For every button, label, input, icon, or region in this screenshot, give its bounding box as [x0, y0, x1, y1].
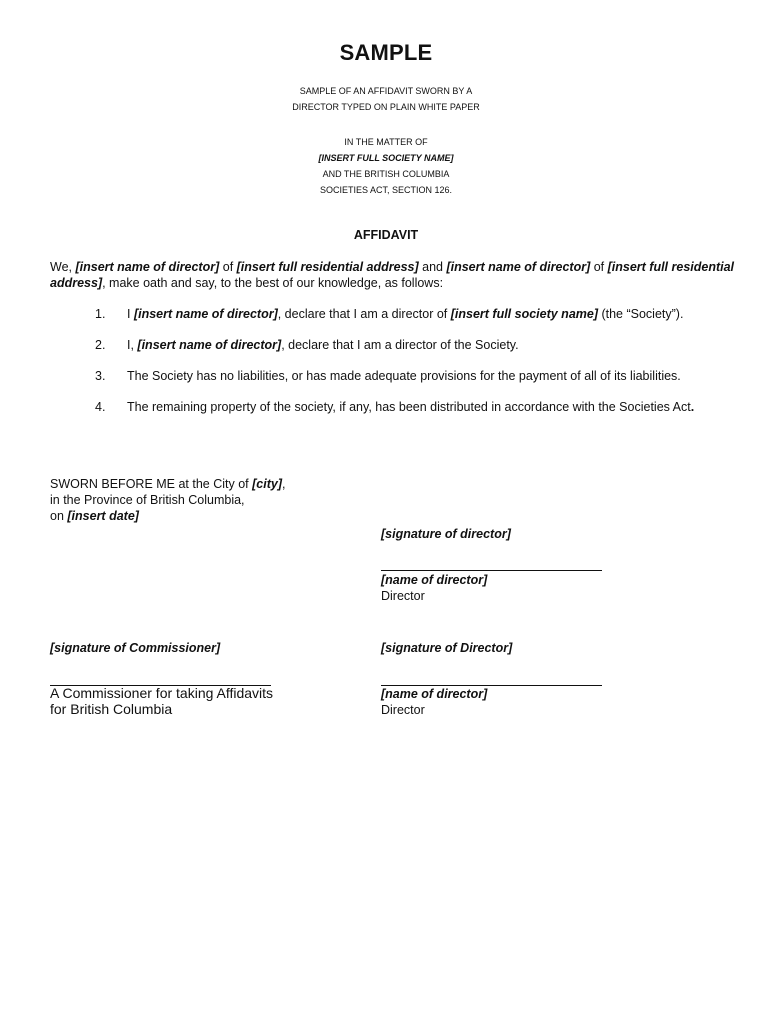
subtitle-block	[0, 83, 768, 115]
sworn-line-1	[50, 476, 380, 492]
intro-of-2: of	[590, 260, 608, 274]
intro-paragraph	[50, 259, 740, 291]
matter-line-4: SOCIETIES ACT, SECTION 126.	[319, 185, 453, 195]
sworn-comma: ,	[282, 477, 286, 491]
item1-director-placeholder: [insert name of director]	[133, 307, 278, 321]
page-title: SAMPLE	[339, 40, 433, 65]
list-text	[127, 306, 683, 322]
director-placeholder-2: [insert name of director]	[446, 260, 591, 274]
director-role-2: Director	[381, 703, 425, 717]
item1-post: (the “Society”).	[598, 307, 684, 321]
sworn-on: on	[50, 509, 68, 523]
matter-block	[0, 134, 768, 198]
commissioner-line-2: for British Columbia	[50, 701, 173, 717]
director-role-1: Director	[381, 589, 425, 603]
intro-of-1: of	[219, 260, 237, 274]
city-placeholder: [city]	[252, 477, 282, 491]
society-name-placeholder: [INSERT FULL SOCIETY NAME]	[318, 153, 454, 163]
director-placeholder-1: [insert name of director]	[75, 260, 220, 274]
date-placeholder: [insert date]	[67, 509, 139, 523]
list-number: 3.	[95, 369, 106, 383]
signature-line-director-1	[381, 570, 602, 571]
signature-director-1-label: [signature of director]	[381, 527, 511, 541]
list-text	[127, 337, 519, 353]
item2-post: , declare that I am a director of the Society.	[281, 338, 519, 352]
sworn-block	[50, 476, 380, 524]
item1-society-placeholder: [insert full society name]	[450, 307, 598, 321]
commissioner-caption	[50, 685, 273, 717]
list-text: The Society has no liabilities, or has made adequate provisions for the payment of all of its liabilities.	[127, 369, 681, 383]
subtitle-line-1: SAMPLE OF AN AFFIDAVIT SWORN BY A	[299, 86, 473, 96]
item4-text: The remaining property of the society, if any, has been distributed in accordance with the Societies Act	[127, 400, 691, 414]
commissioner-line-1: A Commissioner for taking Affidavits	[50, 685, 274, 701]
signature-director-2-label: [signature of Director]	[381, 641, 513, 655]
matter-line-1: IN THE MATTER OF	[344, 137, 428, 147]
sworn-line-2: in the Province of British Columbia,	[50, 493, 245, 507]
intro-we: We,	[50, 260, 76, 274]
subtitle-line-2: DIRECTOR TYPED ON PLAIN WHITE PAPER	[292, 102, 480, 112]
matter-line-3: AND THE BRITISH COLUMBIA	[322, 169, 450, 179]
item2-pre: I,	[127, 338, 138, 352]
intro-rest: , make oath and say, to the best of our knowledge, as follows:	[102, 276, 444, 290]
list-number: 2.	[95, 338, 106, 352]
item2-director-placeholder: [insert name of director]	[137, 338, 282, 352]
item1-pre: I	[127, 307, 134, 321]
affidavit-heading: AFFIDAVIT	[353, 228, 419, 242]
item1-mid: , declare that I am a director of	[277, 307, 451, 321]
signature-commissioner-label: [signature of Commissioner]	[50, 641, 221, 655]
name-director-1-label: [name of director]	[381, 573, 488, 587]
list-number: 4.	[95, 400, 106, 414]
intro-and: and	[418, 260, 447, 274]
address-placeholder-1: [insert full residential address]	[236, 260, 419, 274]
sworn-text: SWORN BEFORE ME at the City of	[50, 477, 253, 491]
item4-end: .	[690, 400, 695, 414]
address-placeholder-2: [insert full residential address]	[50, 260, 735, 290]
list-text	[127, 399, 694, 415]
name-director-2-label: [name of director]	[381, 687, 488, 701]
sworn-line-3	[50, 508, 380, 524]
list-number: 1.	[95, 307, 106, 321]
